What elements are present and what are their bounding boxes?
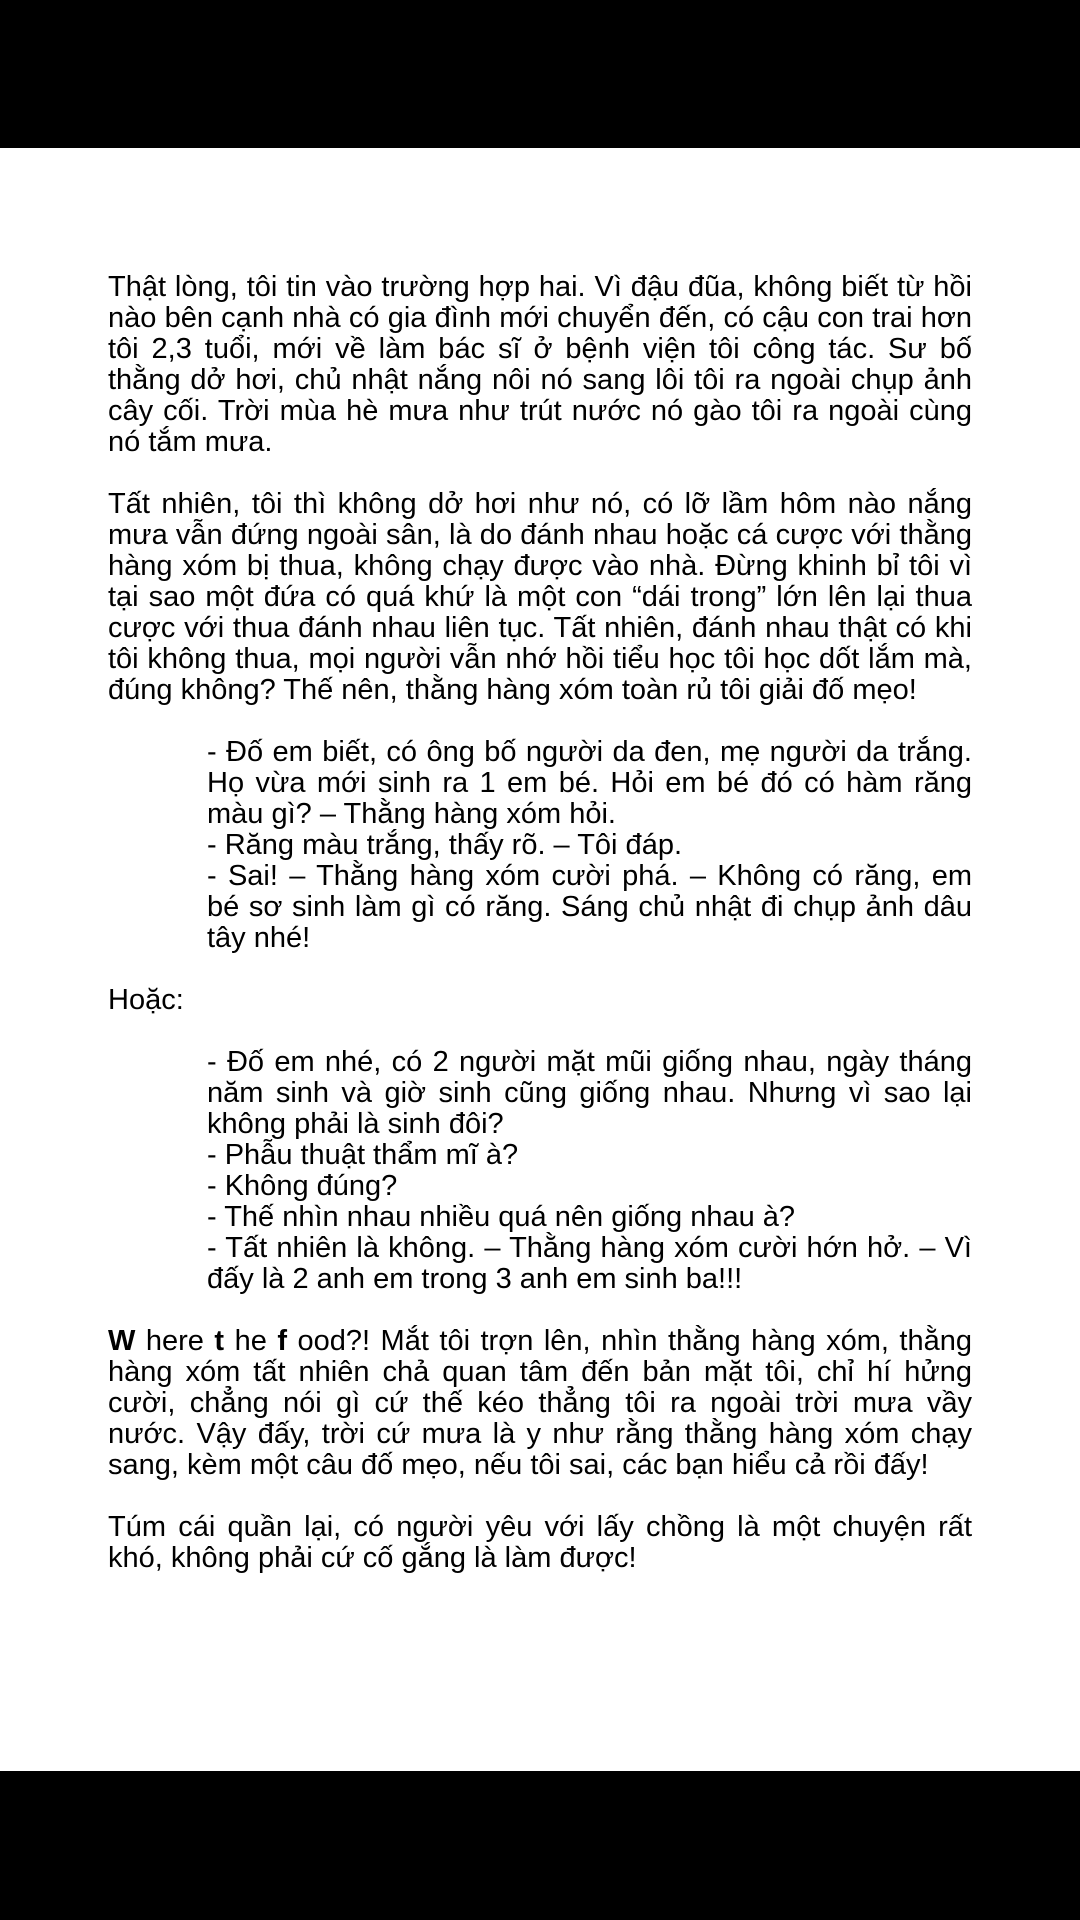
riddle-1-reveal: - Sai! – Thằng hàng xóm cười phá. – Không có răng, em bé sơ sinh làm gì có răng. Sáng chủ nhật đi chụp ảnh dâu tây nhé! [207,860,972,954]
top-black-bar [0,0,1080,148]
paragraph-last: Túm cái quần lại, có người yêu với lấy chồng là một chuyện rất khó, không phải cứ cố gắng là làm được! [108,1511,972,1574]
riddle-2-guess-1: - Phẫu thuật thẩm mĩ à? [207,1139,519,1171]
riddle-2-question: - Đố em nhé, có 2 người mặt mũi giống nhau, ngày tháng năm sinh và giờ sinh cũng giống nhau. Nhưng vì sao lại không phải là sinh đôi? [207,1046,972,1140]
paragraph-2: Tất nhiên, tôi thì không dở hơi như nó, có lỡ lầm hôm nào nắng mưa vẫn đứng ngoài sân, là do đánh nhau hoặc cá cược với thằng hàng xóm bị thua, không chạy được vào nhà. Đừng khinh bỉ tôi vì tại sao một đứa có quá khứ là một con “dái trong” lớn lên lại thua cược với thua đánh nhau liên tục. Tất nhiên, đánh nhau thật có khi tôi không thua, mọi người vẫn nhớ hồi tiểu học tôi học dốt lắm mà, đúng không? Thế nên, thằng hàng xóm toàn rủ tôi giải đố mẹo! [108,488,972,706]
bold-initial-f: f [277,1325,287,1357]
document-page[interactable] [0,148,1080,1771]
paragraph-where-the-food [108,1326,972,1481]
text-he: he [224,1325,278,1357]
bottom-black-bar [0,1771,1080,1920]
riddle-2-reveal: - Tất nhiên là không. – Thằng hàng xóm cười hớn hở. – Vì đấy là 2 anh em trong 3 anh em sinh ba!!! [207,1232,972,1295]
paragraph-1: Thật lòng, tôi tin vào trường hợp hai. Vì đậu đũa, không biết từ hồi nào bên cạnh nhà có gia đình mới chuyển đến, có cậu con trai hơn tôi 2,3 tuổi, mới về làm bác sĩ ở bệnh viện tôi công tác. Sư bố thằng dở hơi, chủ nhật nắng nôi nó sang lôi tôi ra ngoài chụp ảnh cây cối. Trời mùa hè mưa như trút nước nó gào tôi ra ngoài cùng nó tắm mưa. [108,271,972,458]
riddle-block-1 [207,737,972,954]
riddle-1-answer: - Răng màu trắng, thấy rõ. – Tôi đáp. [207,829,683,861]
or-label: Hoặc: [108,984,184,1016]
riddle-block-2 [207,1047,972,1295]
riddle-2-reply-1: - Không đúng? [207,1170,398,1202]
document-content [108,272,972,1605]
text-rest: ood?! Mắt tôi trợn lên, nhìn thằng hàng xóm, thằng hàng xóm tất nhiên chả quan tâm đến bản mặt tôi, chỉ hí hửng cười, chẳng nói gì cứ thế kéo thẳng tôi ra ngoài trời mưa vầy nước. Vậy đấy, trời cứ mưa là y như rằng thằng hàng xóm chạy sang, kèm một câu đố mẹo, nếu tôi sai, các bạn hiểu cả rồi đấy! [108,1325,973,1481]
riddle-2-guess-2: - Thế nhìn nhau nhiều quá nên giống nhau à? [207,1201,796,1233]
text-here: here [135,1325,215,1357]
bold-initial-t: t [214,1325,225,1357]
riddle-1-question: - Đố em biết, có ông bố người da đen, mẹ người da trắng. Họ vừa mới sinh ra 1 em bé. Hỏi em bé đó có hàm răng màu gì? – Thằng hàng xóm hỏi. [207,736,972,830]
bold-initial-w: W [108,1325,136,1357]
